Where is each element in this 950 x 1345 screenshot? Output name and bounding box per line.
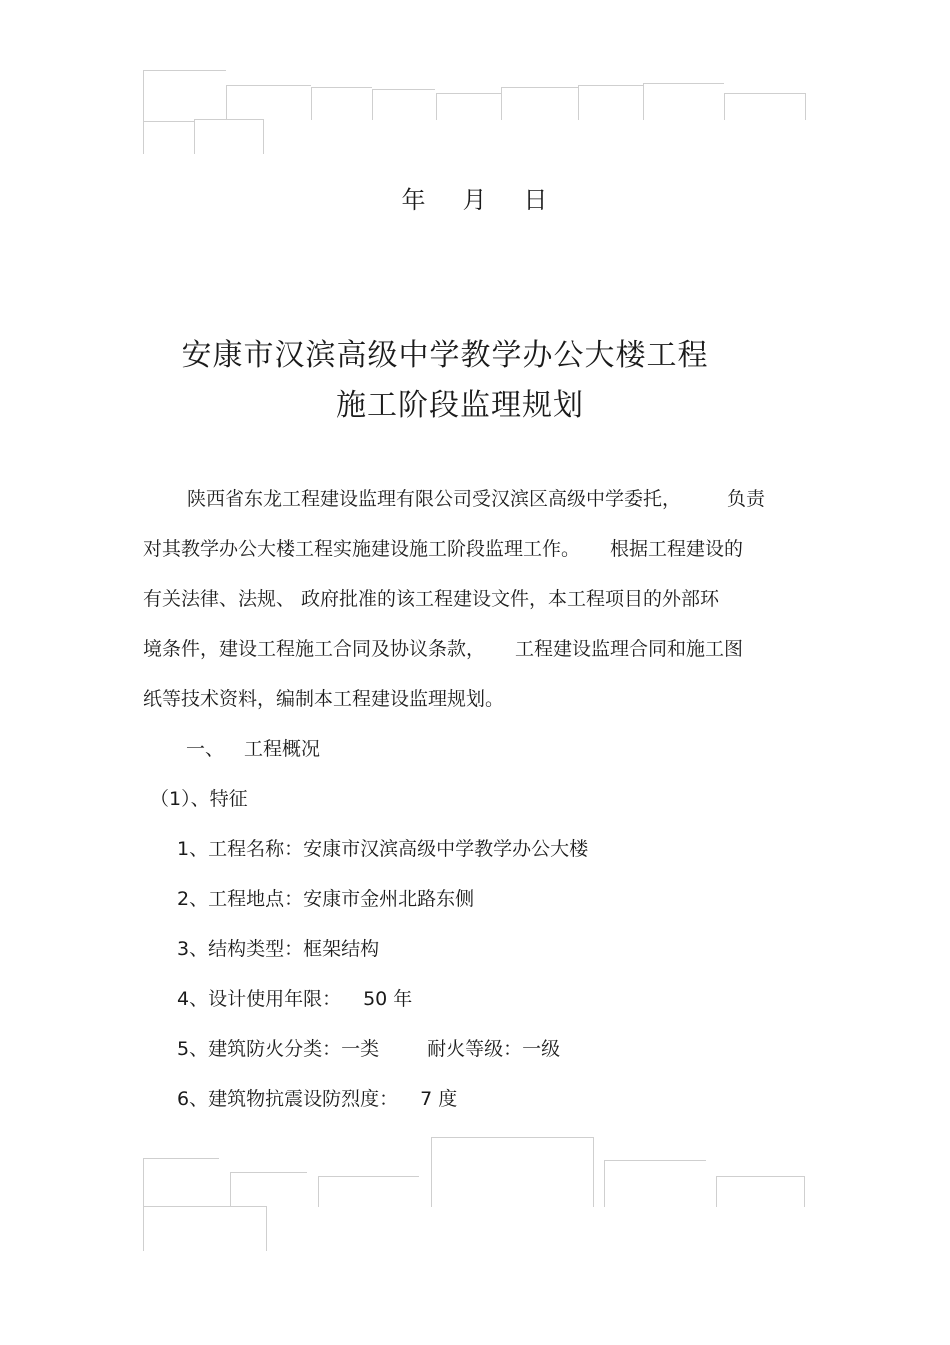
feature-item [177,1034,560,1061]
document-title: 安康市汉滨高级中学教学办公大楼工程 [181,338,709,373]
feature-item [177,834,588,861]
decorative-line [311,87,372,120]
intro-text: 工程建设监理合同和施工图 [515,638,744,660]
intro-text: 负责 [727,488,766,510]
decorative-line [226,85,311,120]
decorative-line [143,1206,267,1251]
intro-text: 境条件，建设工程施工合同及协议条款， [143,638,486,660]
feature-label: 耐火等级： [427,1038,523,1060]
decorative-line [578,85,643,120]
feature-item [177,984,412,1011]
decorative-line [436,93,501,120]
feature-item [177,1084,457,1111]
feature-item [177,934,379,961]
intro-text: 陕西省东龙工程建设监理有限公司受汉滨区高级中学委托， [187,488,682,510]
decorative-line [372,89,435,120]
subsection-heading: （1）、特征 [150,788,248,810]
section-number: 一、 [186,738,225,760]
feature-value: 安康市汉滨高级中学教学办公大楼 [303,838,589,860]
decorative-line [143,121,194,154]
feature-label: 3、结构类型： [177,938,304,960]
feature-value: 一级 [522,1038,561,1060]
feature-label: 5、建筑防火分类： [177,1038,342,1060]
feature-value: 安康市金州北路东侧 [303,888,475,910]
feature-value: 50 年 [363,988,413,1010]
date-day: 日 [523,186,549,214]
decorative-line [431,1137,594,1207]
date-year: 年 [401,186,427,214]
decorative-line [604,1160,706,1207]
decorative-line [143,1158,219,1207]
intro-line-5: 纸等技术资料，编制本工程建设监理规划。 [143,688,505,710]
decorative-line [643,83,724,120]
decorative-line [501,87,578,120]
feature-value: 7 度 [420,1088,458,1110]
intro-text: 对其教学办公大楼工程实施建设施工阶段监理工作。 [143,538,581,560]
decorative-line [716,1176,805,1207]
intro-line-3: 有关法律、法规、 政府批准的该工程建设文件，本工程项目的外部环 [143,588,720,610]
decorative-line [318,1176,419,1207]
feature-label: 1、工程名称： [177,838,304,860]
intro-line-2 [143,534,803,561]
intro-line-4 [143,634,803,661]
section-title: 工程概况 [244,738,321,760]
date-line [0,180,950,215]
feature-label: 6、建筑物抗震设防烈度： [177,1088,399,1110]
intro-text: 根据工程建设的 [610,538,744,560]
feature-item [177,884,474,911]
feature-value: 一类 [341,1038,380,1060]
document-subtitle: 施工阶段监理规划 [336,388,584,423]
decorative-line [194,119,264,154]
decorative-line [724,93,806,120]
intro-line-1 [143,484,803,511]
feature-value: 框架结构 [303,938,380,960]
section-heading [186,734,320,761]
feature-label: 2、工程地点： [177,888,304,910]
date-month: 月 [462,186,488,214]
decorative-line [230,1172,307,1207]
feature-label: 4、设计使用年限： [177,988,342,1010]
